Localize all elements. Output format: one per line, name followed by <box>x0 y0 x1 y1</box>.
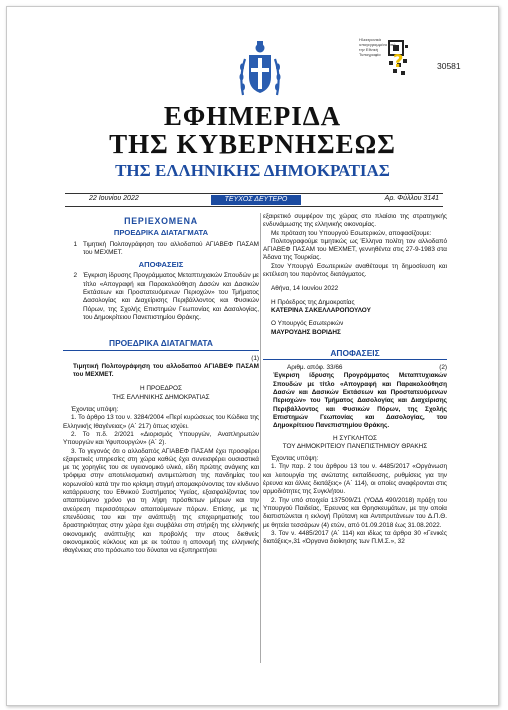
decision-number: (2) <box>439 364 447 372</box>
gazette-title-line2: ΤΗΣ ΚΥΒΕΡΝΗΣΕΩΣ <box>109 129 396 159</box>
president-role: Η Πρόεδρος της Δημοκρατίας <box>271 298 355 306</box>
masthead-bar <box>65 193 443 207</box>
decree-number: (1) <box>251 354 259 362</box>
contents-item-text: Έγκριση ίδρυσης Προγράμματος Μεταπτυχιακών Σπουδών με τίτλο «Απογραφή και Παρακολούθηση Δασών και Δασικών Εκτάσεων και Προστατευόμενων Περιοχών» του Τμήματος Δασολογίας και Διαχείρισης Περιβάλλοντος και Φυσικών Πόρων, της Σχολής Επιστημών Γεωπονίας και Δασολογίας, του Δημοκρίτειου Πανεπιστημίου Θράκης. <box>83 272 259 321</box>
minister-name: ΜΑΥΡΟΥΔΗΣ ΒΟΡΙΔΗΣ <box>271 328 341 336</box>
decree-title: Τιμητική Πολιτογράφηση του αλλοδαπού ΑΓΙΑΒΕΦ ΠΑΣΑΜ του ΜΕΧΜΕΤ. <box>73 362 259 379</box>
greek-emblem-icon <box>239 37 281 99</box>
contents-item-text: Τιμητική Πολιτογράφηση του αλλοδαπού ΑΓΙΑΒΕΦ ΠΑΣΑΜ του ΜΕΧΜΕΤ. <box>83 240 259 256</box>
decision-issuer-line1: Η ΣΥΓΚΛΗΤΟΣ <box>333 434 377 442</box>
left-column <box>63 213 259 555</box>
gazette-title-line1: ΕΦΗΜΕΡΙΔΑ <box>163 101 342 131</box>
decree-place-date: Αθήνα, 14 Ιουνίου 2022 <box>271 285 339 293</box>
contents-item <box>63 241 259 258</box>
decision-reference: Αριθμ. απόφ. 33/66 <box>287 364 343 372</box>
decree-paragraph: εξαιρετικό συμφέρον της χώρας στο πλαίσιο της στρατηγικής ενδυνάμωσης της ελληνικής οικονομίας. <box>263 213 447 229</box>
decision-ref-row <box>263 364 447 372</box>
sheet-number: Αρ. Φύλλου 3141 <box>384 195 439 202</box>
decree-paragraph: 2. Το π.δ. 2/2021 «Διορισμός Υπουργών, Αναπληρωτών Υπουργών και Υφυπουργών» (Α΄ 2). <box>63 430 259 447</box>
decree-issuer-line1: Η ΠΡΟΕΔΡΟΣ <box>140 385 182 393</box>
issue-number: 30581 <box>437 61 461 71</box>
president-name: ΚΑΤΕΡΙΝΑ ΣΑΚΕΛΛΑΡΟΠΟΥΛΟΥ <box>271 306 371 314</box>
svg-text:?: ? <box>393 51 404 72</box>
minister-role: Ο Υπουργός Εσωτερικών <box>271 320 344 328</box>
decree-having-in-mind: Έχοντας υπόψη: <box>71 406 119 414</box>
decision-title: Έγκριση ίδρυσης Προγράμματος Μεταπτυχιακών Σπουδών με τίτλο «Απογραφή και Παρακολούθηση Δασών και Δασικών Εκτάσεων και Προστατευόμενων Περιοχών» του Τμήματος Δασολογίας και Διαχείρισης Περιβάλλοντος και Φυσικών Πόρων, της Σχολής Επιστημών Γεωπονίας και Δασολογίας, του Δημοκρίτειου Πανεπιστημίου Θράκης. <box>273 372 447 430</box>
contents-item-number: 1 <box>73 240 77 248</box>
decree-paragraph: Στον Υπουργό Εσωτερικών αναθέτουμε τη δημοσίευση και εκτέλεση του παρόντος διατάγματος. <box>263 262 447 279</box>
decree-paragraph: Πολιτογραφούμε τιμητικώς ως Έλληνα πολίτη τον αλλοδαπό ΑΓΙΑΒΕΦ ΠΑΣΑΜ του ΜΕΧΜΕΤ, γεννηθέντα στις 27-9-1983 στα Άδανα της Τουρκίας. <box>263 237 447 262</box>
contents-section-decisions: ΑΠΟΦΑΣΕΙΣ <box>138 260 184 270</box>
issue-date: 22 Ιουνίου 2022 <box>89 195 139 202</box>
gazette-subtitle: ΤΗΣ ΕΛΛΗΝΙΚΗΣ ΔΗΜΟΚΡΑΤΙΑΣ <box>115 161 390 180</box>
column-divider <box>260 213 261 663</box>
contents-heading: ΠΕΡΙΕΧΟΜΕΝΑ <box>124 216 198 226</box>
gazette-page <box>6 6 499 706</box>
series-band: ΤΕΥΧΟΣ ΔΕΥΤΕΡΟ <box>211 195 301 205</box>
qr-caption: Ηλεκτρονικά υπογεγραμμένο από την Εθνική Τυπογραφία <box>359 37 396 57</box>
contents-section-decrees: ΠΡΟΕΔΡΙΚΑ ΔΙΑΤΑΓΜΑΤΑ <box>113 228 209 238</box>
decision-issuer-line2: ΤΟΥ ΔΗΜΟΚΡΙΤΕΙΟΥ ΠΑΝΕΠΙΣΤΗΜΙΟΥ ΘΡΑΚΗΣ <box>282 442 428 450</box>
decision-paragraph: 3. Τον ν. 4485/2017 (Α΄ 114) και ιδίως τα άρθρα 30 «Γενικές διατάξεις»,31 «Όργανα διοίκησης των Π.Μ.Σ.», 32 <box>263 529 447 546</box>
decision-having-in-mind: Έχοντας υπόψη: <box>271 455 319 463</box>
right-column <box>263 213 447 546</box>
decision-paragraph: 1. Την παρ. 2 του άρθρου 13 του ν. 4485/2017 «Οργάνωση και λειτουργία της ανώτατης εκπαίδευσης, ρυθμίσεις για την έρευνα και άλλες διατάξεις» (Α΄ 114), οι οποίες αναφέρονται στις αρμοδιότητες της Συγκλήτου. <box>263 463 447 496</box>
decree-paragraph: 1. Το άρθρο 13 του ν. 3284/2004 «Περί κυρώσεως του Κώδικα της Ελληνικής Ιθαγένειας» (Α΄ 217) όπως ισχύει. <box>63 414 259 430</box>
contents-item-number: 2 <box>73 272 77 280</box>
decree-paragraph: 3. Το γεγονός ότι ο αλλοδαπός ΑΓΙΑΒΕΦ ΠΑΣΑΜ έχει προσφέρει εξαιρετικές υπηρεσίες στη χώρα καθώς έχει συνεισφέρει ουσιαστικά με τις χορηγίες του σε υγειονομικό υλικό, είδη πρώτης ανάγκης και τρόφιμα στην αποτελεσματική αντιμετώπιση της πανδημίας του κορωνοϊού κατά την πιο κρίσιμη στιγμή απομακρύνοντας τον κίνδυνο κατάρρευσης του Εθνικού Συστήματος Υγείας, εξασφαλίζοντας τον απαιτούμενο χρόνο για τη λήψη πρόσθετων μέτρων και την ανεύρεση περισσότερων απαιτούμενων πόρων. Επίσης, με τις επενδύσεις του και την ανάπτυξη της επιχειρηματικής του δραστηριότητας στην χώρα έχει συμβάλει στη στήριξη της ελληνικής οικονομικής ανάπτυξης και προβολής την στους διεθνείς οικονομικούς κύκλους και με εκ τούτου η απονομή της ελληνικής ιθαγένειας στο πρόσωπο του δύναται να εξυπηρετήσει <box>63 447 259 555</box>
decision-paragraph: 2. Την υπό στοιχεία 137509/Ζ1 (ΥΟΔΔ 490/2018) πράξη του Υπουργού Παιδείας, Έρευνας και Θρησκευμάτων, με την οποία διαπιστώνεται η εκλογή Πρύτανη και Αντιπρυτάνεων του Δ.Π.Θ. με θητεία τεσσάρων (4) ετών, από 01.09.2018 έως 31.08.2022. <box>263 496 447 529</box>
decisions-section-title: ΑΠΟΦΑΣΕΙΣ <box>263 349 447 360</box>
decree-issuer-line2: ΤΗΣ ΕΛΛΗΝΙΚΗΣ ΔΗΜΟΚΡΑΤΙΑΣ <box>112 393 210 401</box>
contents-item <box>63 272 259 322</box>
decrees-section-title: ΠΡΟΕΔΡΙΚΑ ΔΙΑΤΑΓΜΑΤΑ <box>63 339 259 350</box>
decree-paragraph: Με πρόταση του Υπουργού Εσωτερικών, αποφασίζουμε: <box>271 229 432 237</box>
